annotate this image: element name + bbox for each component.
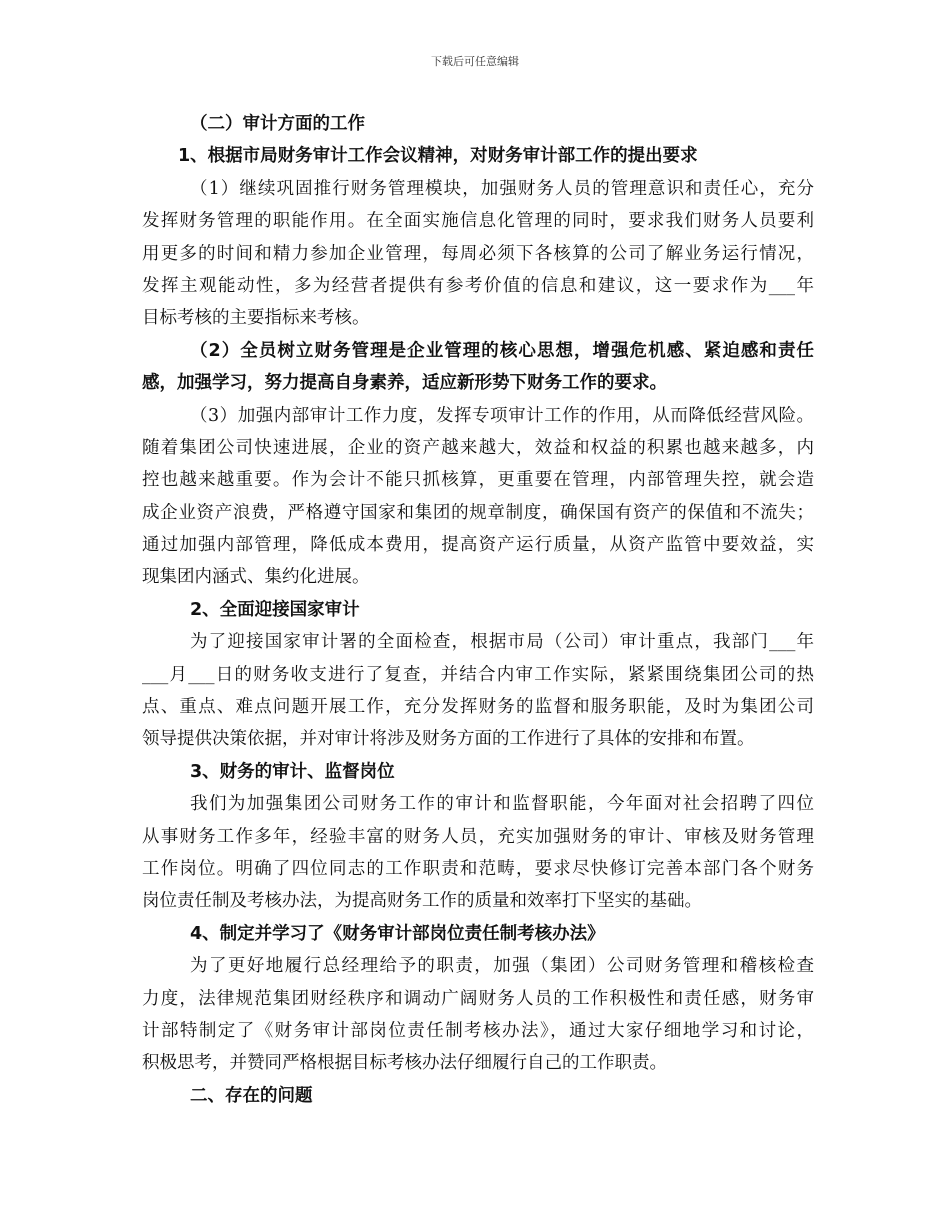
paragraph-line: 控也越来越重要。作为会计不能只抓核算，更重要在管理，内部管理失控，就会造 [142, 470, 814, 491]
paragraph-line: 我们为加强集团公司财务工作的审计和监督职能，今年面对社会招聘了四位 [190, 794, 814, 815]
paragraph-line: 领导提供决策依据，并对审计将涉及财务方面的工作进行了具体的安排和布置。 [142, 729, 755, 750]
paragraph-line: 点、重点、难点问题开展工作，充分发挥财务的监督和服务职能，及时为集团公司 [142, 697, 814, 718]
paragraph-line: 岗位责任制及考核办法，为提高财务工作的质量和效率打下坚实的基础。 [142, 891, 702, 912]
bold-paragraph-line: 感，加强学习，努力提高自身素养，适应新形势下财务工作的要求。 [142, 373, 667, 394]
paragraph-line: 随着集团公司快速进展，企业的资产越来越大，效益和权益的积累也越来越多，内 [142, 437, 814, 458]
paragraph-line: 通过加强内部管理，降低成本费用，提高资产运行质量，从资产监管中要效益，实 [142, 535, 814, 556]
paragraph-line: 力度，法律规范集团财经秩序和调动广阔财务人员的工作积极性和责任感，财务审 [142, 988, 814, 1009]
paragraph-line: 计部特制定了《财务审计部岗位责任制考核办法》，通过大家仔细地学习和讨论， [142, 1020, 814, 1041]
subsection-heading: 2、全面迎接国家审计 [190, 599, 360, 620]
paragraph-line: 积极思考，并赞同严格根据目标考核办法仔细履行自己的工作职责。 [142, 1053, 667, 1074]
paragraph-line: 用更多的时间和精力参加企业管理，每周必须下各核算的公司了解业务运行情况， [142, 243, 814, 264]
paragraph-line: ___月___日的财务收支进行了复查，并结合内审工作实际，紧紧围绕集团公司的热 [142, 664, 814, 685]
paragraph-line: （3）加强内部审计工作力度，发挥专项审计工作的作用，从而降低经营风险。 [190, 405, 814, 426]
paragraph-line: 工作岗位。明确了四位同志的工作职责和范畴，要求尽快修订完善本部门各个财务 [142, 858, 814, 879]
paragraph-line: 发挥财务管理的职能作用。在全面实施信息化管理的同时，要求我们财务人员要利 [142, 211, 814, 232]
paragraph-line: 从事财务工作多年，经验丰富的财务人员，充实加强财务的审计、审核及财务管理 [142, 826, 814, 847]
section-heading: （二）审计方面的工作 [190, 114, 365, 134]
document-body [142, 108, 814, 1112]
paragraph-line: 发挥主观能动性，多为经营者提供有参考价值的信息和建议，这一要求作为___年 [142, 275, 814, 296]
subsection-heading: 3、财务的审计、监督岗位 [190, 761, 395, 782]
section-heading: 二、存在的问题 [190, 1085, 313, 1106]
subsection-heading: 1、根据市局财务审计工作会议精神，对财务审计部工作的提出要求 [178, 146, 698, 167]
bold-paragraph-line: （2）全员树立财务管理是企业管理的核心思想，增强危机感、紧迫感和责任 [190, 340, 814, 361]
paragraph-line: 成企业资产浪费，严格遵守国家和集团的规章制度，确保国有资产的保值和不流失； [142, 502, 814, 523]
paragraph-line: （1）继续巩固推行财务管理模块，加强财务人员的管理意识和责任心，充分 [190, 178, 814, 199]
paragraph-line: 目标考核的主要指标来考核。 [142, 308, 370, 329]
paragraph-line: 现集团内涵式、集约化进展。 [142, 567, 370, 588]
page-header: 下载后可任意编辑 [431, 55, 519, 68]
subsection-heading: 4、制定并学习了《财务审计部岗位责任制考核办法》 [190, 923, 605, 944]
paragraph-line: 为了迎接国家审计署的全面检查，根据市局（公司）审计重点，我部门___年 [190, 632, 814, 653]
paragraph-line: 为了更好地履行总经理给予的职责，加强（集团）公司财务管理和稽核检查 [190, 956, 814, 977]
